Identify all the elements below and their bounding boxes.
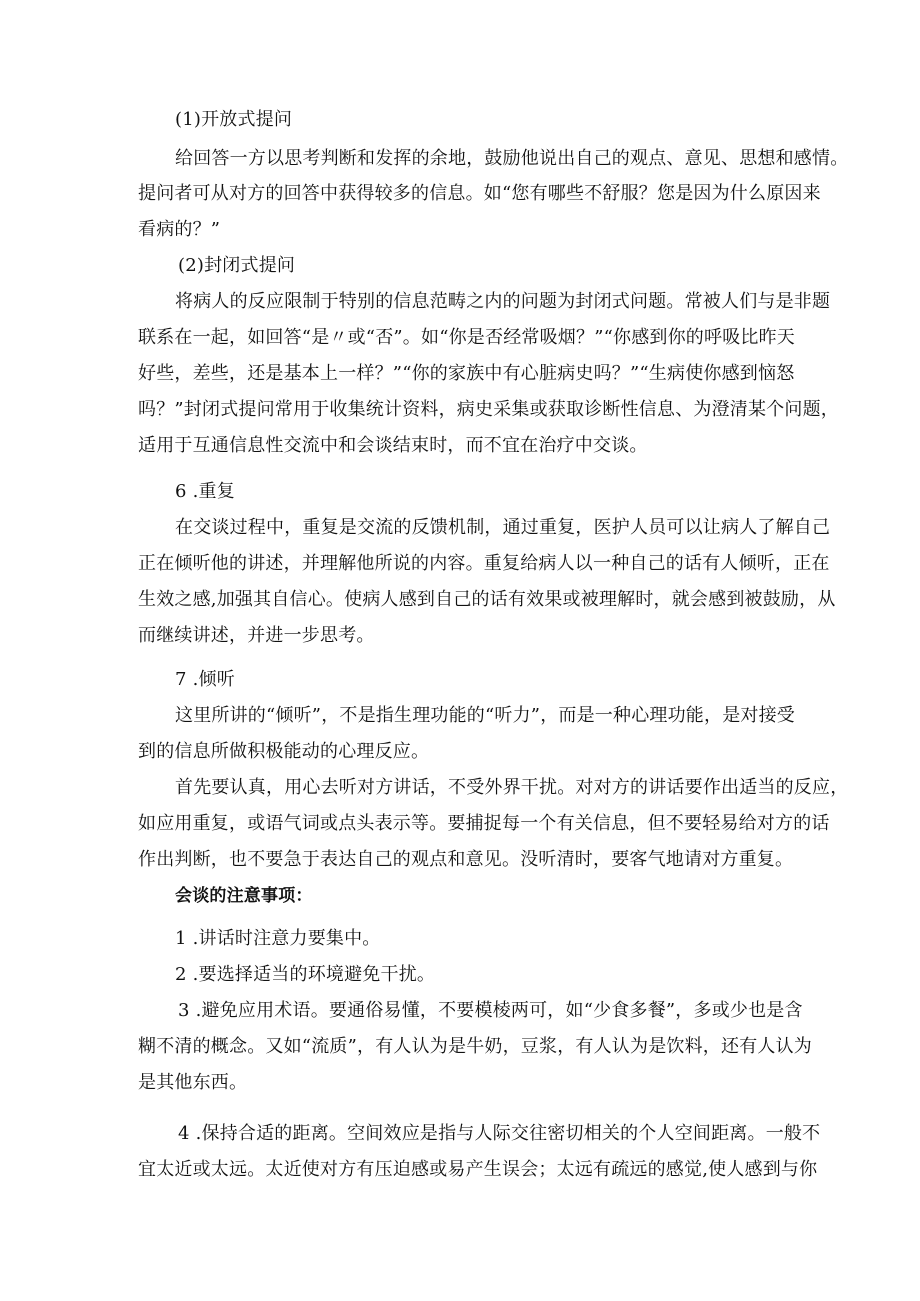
list-item: 2 .要选择适当的环境避免干扰。: [175, 964, 436, 985]
list-item: 3 .避免应用术语。要通俗易懂，不要模棱两可，如“少食多餐”，多或少也是含: [178, 1000, 803, 1021]
section-heading-repeat: 6 .重复: [175, 481, 235, 502]
subheading-closed-questions: (2)封闭式提问: [178, 255, 296, 276]
paragraph-line: 这里所讲的“倾听”，不是指生理功能的“听力”，而是一种心理功能，是对接受: [175, 705, 796, 726]
list-item: 1 .讲话时注意力要集中。: [175, 928, 381, 949]
paragraph-line: 如应用重复，或语气词或点头表示等。要捕捉每一个有关信息，但不要轻易给对方的话: [138, 813, 830, 834]
paragraph-line: 适用于互通信息性交流中和会谈结束时，而不宜在治疗中交谈。: [138, 435, 648, 456]
list-item-continuation: 糊不清的概念。又如“流质”，有人认为是牛奶，豆浆，有人认为是饮料，还有人认为: [138, 1036, 813, 1057]
paragraph-line: 吗？”封闭式提问常用于收集统计资料，病史采集或获取诊断性信息、为澄清某个问题，: [138, 399, 839, 420]
list-item: 4 .保持合适的距离。空间效应是指与人际交往密切相关的个人空间距离。一般不: [178, 1123, 821, 1144]
paragraph-line: 给回答一方以思考判断和发挥的余地，鼓励他说出自己的观点、意见、思想和感情。: [175, 148, 849, 169]
paragraph-line: 而继续讲述，并进一步思考。: [138, 625, 375, 646]
paragraph-line: 将病人的反应限制于特别的信息范畴之内的问题为封闭式问题。常被人们与是非题: [175, 291, 831, 312]
list-item-continuation: 宜太近或太远。太近使对方有压迫感或易产生误会；太远有疏远的感觉,使人感到与你: [138, 1159, 818, 1180]
list-item-continuation: 是其他东西。: [138, 1072, 248, 1093]
paragraph-line: 在交谈过程中，重复是交流的反馈机制，通过重复，医护人员可以让病人了解自己: [175, 517, 831, 538]
paragraph-line: 好些，差些，还是基本上一样？”“你的家族中有心脏病史吗？”“生病使你感到恼怒: [138, 363, 795, 384]
subheading-open-questions: (1)开放式提问: [175, 109, 293, 130]
paragraph-line: 生效之感,加强其自信心。使病人感到自己的话有效果或被理解时，就会感到被鼓励，从: [138, 589, 836, 610]
paragraph-line: 到的信息所做积极能动的心理反应。: [138, 741, 430, 762]
paragraph-line: 作出判断，也不要急于表达自己的观点和意见。没听清时，要客气地请对方重复。: [138, 849, 794, 870]
paragraph-line: 联系在一起，如回答“是〃或“否”。如“你是否经常吸烟？”“你感到你的呼吸比昨天: [138, 327, 796, 348]
paragraph-line: 提问者可从对方的回答中获得较多的信息。如“您有哪些不舒服？您是因为什么原因来: [138, 183, 821, 204]
paragraph-line: 正在倾听他的讲述，并理解他所说的内容。重复给病人以一种自己的话有人倾听，正在: [138, 553, 830, 574]
paragraph-line: 首先要认真，用心去听对方讲话，不受外界干扰。对对方的讲话要作出适当的反应，: [175, 777, 849, 798]
paragraph-line: 看病的？”: [138, 219, 221, 240]
section-heading-listening: 7 .倾听: [175, 669, 235, 690]
notes-heading: 会谈的注意事项：: [175, 886, 313, 906]
